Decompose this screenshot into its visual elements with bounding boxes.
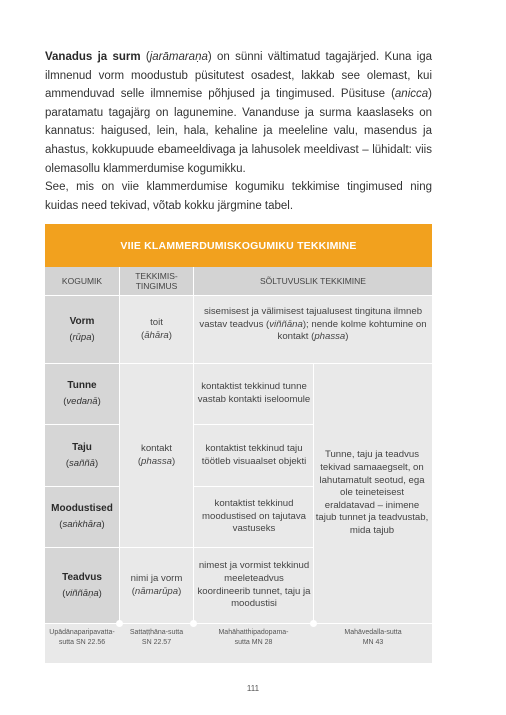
row-name: Tunne (67, 380, 97, 391)
arising-text-a: sisemisest ja välimisest tajualusest tingituna ilmneb vastav teadvus ( (199, 306, 423, 330)
term-aging-death: Vanadus ja surm (45, 51, 141, 63)
row-pali: saññā (69, 457, 95, 469)
divider (45, 424, 119, 425)
arising-text-c: ) (345, 331, 349, 343)
arising-pali: viññāna (269, 318, 303, 330)
divider (193, 486, 313, 487)
divider (45, 486, 119, 487)
source-line: sutta MN 28 (234, 639, 273, 646)
arising-pali2: phassa (314, 331, 346, 343)
cell-vorm-condition: toit (āhāra) (141, 316, 172, 341)
paragraph-intro-table: See, mis on viie klammerdumise kogumiku tekkimise tingimused ning kuidas need tekivad, võtab kokku järgmine tabel. (45, 181, 432, 212)
aggregates-table (45, 224, 432, 663)
source-label (45, 628, 119, 648)
divider (45, 547, 119, 548)
divider (313, 364, 314, 623)
divider (119, 267, 120, 623)
row-pali: saṅkhāra (62, 519, 102, 530)
row-name: Moodustised (51, 503, 113, 514)
source-line: Mahāhatthipadopama- (218, 629, 289, 636)
source-label (194, 628, 313, 648)
divider (193, 424, 313, 425)
condition-pali: nāmarūpa (134, 585, 179, 597)
divider (45, 295, 432, 296)
row-label-taju: Taju (saññā) (45, 425, 119, 486)
paragraph-aging-death: Vanadus ja surm (jarāmaraṇa) on sünni vältimatud tagajärjed. Kuna iga ilmnenud vorm moodustub püsitutest osadest, lakkab see olemast, kui ammenduvad selle ilmnemise põhjused ja tingimused. Püsituse (anicca) paratamatu tagajärg on lagunemine. Vananduse ja surma kaaslaseks on kannatus: haigused, lein, hala, kehaline ja meeleline valu, masendus ja ahastus, kokkupuude ebameeldivaga ja lahusolek meeldivast – lühidalt: viis olemasollu klammerdumise kogumikku. (45, 51, 433, 175)
source-line: sutta SN 22.56 (58, 639, 106, 646)
source-line: SN 22.57 (141, 639, 172, 646)
row-name: Taju (72, 441, 92, 453)
row-pali: viññāṇa (65, 587, 99, 599)
source-label (120, 628, 193, 648)
source-marker (310, 620, 317, 627)
cell-vorm-arising (197, 296, 429, 363)
row-label-tunne: Tunne (vedanā) (45, 364, 119, 424)
row-pali: rūpa (72, 331, 92, 343)
table-title: VIIE KLAMMERDUMISKOGUMIKU TEKKIMINE (45, 224, 432, 267)
condition-pali: āhāra (144, 329, 169, 341)
cell-teadvus-arising: nimest ja vormist tekkinud meeleteadvus koordineerib tunnet, taju ja moodustisi (197, 560, 311, 610)
page-number: 111 (246, 684, 260, 693)
row-label-moodustised: Moodustised (saṅkhāra) (45, 487, 119, 547)
source-line: Upādānaparipavatta- (49, 629, 115, 636)
cell-kontakt-condition: kontakt (phassa) (137, 442, 176, 467)
source-marker (116, 620, 123, 627)
divider (193, 267, 194, 623)
source-line: Mahāvedalla-sutta (344, 629, 402, 636)
cell-tunne-arising: kontaktist tekkinud tunne vastab kontakti iseloomule (197, 381, 311, 405)
divider (119, 547, 313, 548)
source-marker (190, 620, 197, 627)
row-label-teadvus: Teadvus (viññāṇa) (45, 548, 119, 623)
divider (45, 623, 432, 624)
cell-merged-arising: Tunne, taju ja teadvus tekivad samaaegselt, on lahutamatult seotud, ega ole teineteisest eraldatavad – inimene tajub tunnet ja teadvustab, mida tajub (315, 449, 429, 536)
source-label (314, 628, 432, 648)
row-pali: vedanā (66, 396, 98, 407)
column-header-kogumik: KOGUMIK (45, 267, 119, 295)
condition-pali: phassa (141, 455, 172, 467)
row-label-vorm: Vorm (rūpa) (45, 296, 119, 363)
condition-text: kontakt (141, 442, 172, 454)
paragraph1-text-a: on sünni vältimatud tagajärjed. Kuna iga ilmnenud vorm moodustub püsitutest osadest, lakkab see olemast, kui ammenduvad selle ilmnemise põhjused ja tingimused. Püsituse ( (45, 51, 433, 101)
arising-text-b: ); nende kolme kohtumine on kontakt ( (277, 318, 427, 343)
cell-taju-arising: kontaktist tekkinud taju töötleb visuaalset objekti (201, 442, 307, 467)
term-anicca: anicca (394, 88, 429, 101)
row-name: Teadvus (62, 571, 102, 583)
condition-text: toit (150, 316, 163, 328)
row-name: Vorm (69, 315, 95, 327)
paragraph1-text-b: ) paratamatu tagajärg on lagunemine. Vananduse ja surma kaaslaseks on kannatus: haigused, lein, hala, kehaline ja meeleline valu, masendus ja ahastus, kokkupuude ebameeldivaga ja lahusolek meeldivast – lühidalt: viis olemasollu klammerdumise kogumikku. (45, 88, 432, 175)
column-header-tingimus: TEKKIMIS- TINGIMUS (120, 267, 193, 295)
term-pali: jarāmaraṇa (149, 51, 208, 63)
source-line: MN 43 (362, 639, 384, 646)
source-line: Sattaṭṭhāna-sutta (129, 629, 184, 636)
divider (45, 363, 432, 364)
cell-teadvus-condition: nimi ja vorm (nāmarūpa) (130, 572, 183, 597)
condition-text: nimi ja vorm (130, 572, 183, 584)
cell-moodustised-arising: kontaktist tekkinud moodustised on tajutava vastuseks (202, 498, 306, 535)
column-header-soltuv: SÕLTUVUSLIK TEKKIMINE (194, 267, 432, 295)
